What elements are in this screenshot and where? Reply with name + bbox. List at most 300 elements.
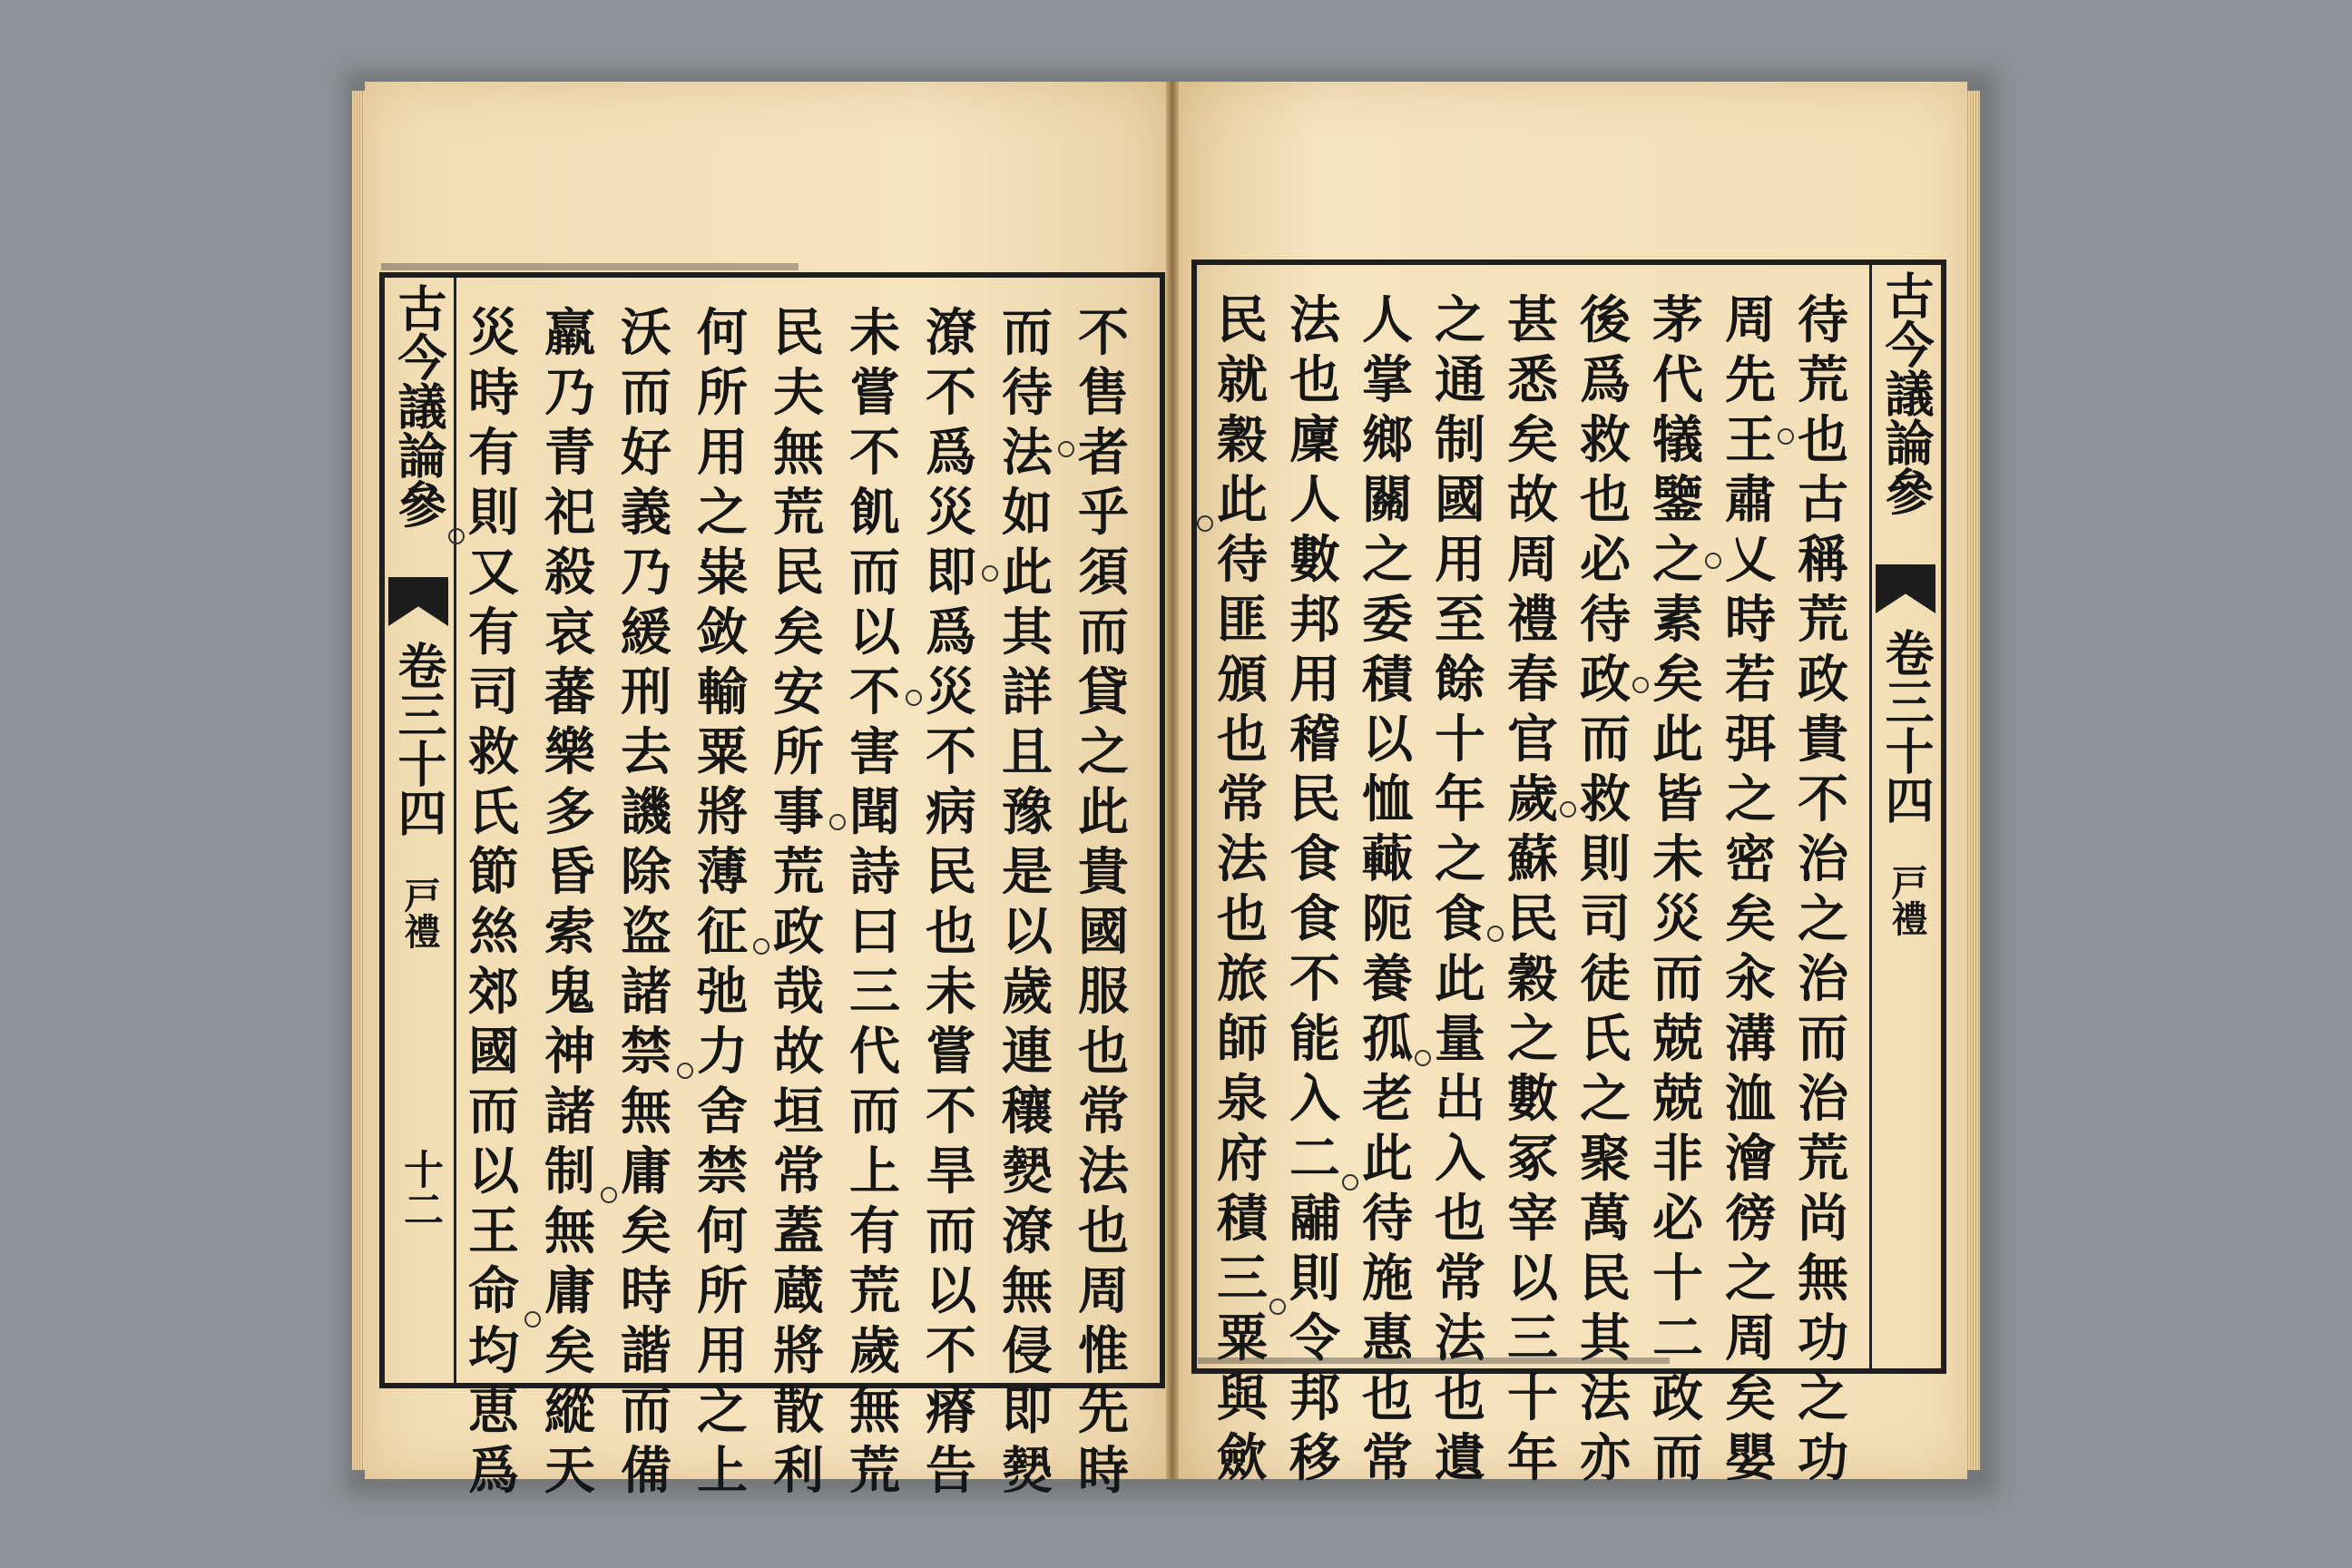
glyph: 矣 — [621, 1201, 671, 1261]
folio-left — [390, 1149, 448, 1229]
glyph: 以 — [1362, 710, 1413, 769]
glyph: 乂 — [1725, 530, 1776, 590]
glyph: 以 — [468, 1142, 519, 1201]
glyph: 年 — [1435, 769, 1485, 829]
glyph: 者 — [1078, 423, 1129, 483]
glyph: 救 — [1580, 769, 1631, 829]
glyph: 無 — [773, 423, 824, 483]
glyph: 爲 — [926, 423, 976, 483]
glyph: 而 — [926, 1201, 976, 1261]
glyph: 常 — [1362, 1428, 1413, 1488]
glyph: 待 — [1002, 363, 1053, 423]
glyph: 乎 — [1078, 483, 1129, 543]
punctuation-circle — [601, 1187, 617, 1203]
glyph: 稽 — [1289, 710, 1340, 769]
glyph: 諸 — [621, 962, 671, 1022]
glyph: 則 — [468, 483, 519, 543]
glyph: 甚 — [1507, 290, 1558, 350]
glyph: 民 — [1289, 769, 1340, 829]
glyph: 縱 — [544, 1381, 595, 1441]
glyph: 即 — [926, 543, 976, 603]
glyph: 而 — [849, 543, 900, 603]
glyph: 歲 — [1507, 769, 1558, 829]
text-column — [1071, 303, 1136, 1501]
glyph: 也 — [1078, 1201, 1129, 1261]
glyph: 所 — [773, 722, 824, 782]
glyph: 矣 — [1507, 410, 1558, 470]
glyph: 移 — [1289, 1428, 1340, 1488]
glyph: 也 — [1362, 1368, 1413, 1428]
glyph: 未 — [926, 962, 976, 1022]
glyph: 王 — [1725, 410, 1776, 470]
text-column — [766, 303, 831, 1501]
punctuation-circle — [677, 1063, 693, 1079]
glyph: 諸 — [544, 1082, 595, 1142]
glyph: 哀 — [544, 603, 595, 662]
glyph: 稱 — [1798, 530, 1848, 590]
glyph: 何 — [697, 1201, 748, 1261]
glyph: 也 — [1435, 1189, 1485, 1249]
glyph: 鬴 — [1289, 1189, 1340, 1249]
glyph: 青 — [544, 423, 595, 483]
glyph: 代 — [1652, 350, 1703, 410]
glyph: 政 — [1652, 1368, 1703, 1428]
glyph: 無 — [621, 1082, 671, 1142]
glyph: 也 — [1289, 350, 1340, 410]
glyph: 告 — [926, 1441, 976, 1501]
glyph: 積 — [1217, 1189, 1268, 1249]
glyph: 氏 — [468, 782, 519, 842]
glyph: 矣 — [773, 603, 824, 662]
text-column — [842, 303, 907, 1501]
glyph: 邦 — [1289, 1368, 1340, 1428]
glyph: 不 — [926, 722, 976, 782]
glyph: 時 — [1725, 590, 1776, 650]
glyph: 穀 — [1507, 949, 1558, 1009]
glyph: 征 — [697, 902, 748, 962]
glyph: 若 — [1725, 650, 1776, 710]
glyph: 蘇 — [1507, 829, 1558, 889]
glyph: 先 — [1725, 350, 1776, 410]
book-gutter — [1166, 82, 1179, 1479]
punctuation-circle — [1058, 441, 1074, 457]
glyph: 弛 — [697, 962, 748, 1022]
glyph: 宰 — [1507, 1189, 1558, 1249]
glyph: 而 — [1652, 1428, 1703, 1488]
glyph: 國 — [1435, 470, 1485, 530]
glyph: 節 — [468, 842, 519, 902]
glyph: 也 — [1435, 1368, 1485, 1428]
glyph: 之 — [697, 483, 748, 543]
glyph: 法 — [1217, 829, 1268, 889]
glyph: 用 — [1435, 530, 1485, 590]
glyph: 薄 — [697, 842, 748, 902]
text-column — [1355, 290, 1420, 1488]
glyph: 刑 — [621, 662, 671, 722]
glyph: 故 — [1507, 470, 1558, 530]
glyph: 邦 — [1289, 590, 1340, 650]
glyph: 待 — [1798, 290, 1848, 350]
glyph: 政 — [1798, 650, 1848, 710]
text-column — [1573, 290, 1638, 1488]
glyph: 垣 — [773, 1082, 824, 1142]
glyph: 十 — [1435, 710, 1485, 769]
glyph: 粟 — [1217, 1308, 1268, 1368]
glyph: 荒 — [773, 842, 824, 902]
glyph: 曰 — [849, 902, 900, 962]
text-column — [1427, 290, 1493, 1488]
running-title-left — [390, 283, 448, 528]
glyph: 鑒 — [1652, 470, 1703, 530]
glyph: 民 — [1507, 889, 1558, 949]
glyph: 侵 — [1002, 1321, 1053, 1381]
glyph: 鬼 — [544, 962, 595, 1022]
glyph: 養 — [1362, 949, 1413, 1009]
glyph: 頒 — [1217, 650, 1268, 710]
glyph: 茅 — [1652, 290, 1703, 350]
text-column — [995, 303, 1060, 1501]
glyph: 其 — [1002, 603, 1053, 662]
glyph: 又 — [468, 543, 519, 603]
glyph: 貴 — [1798, 710, 1848, 769]
glyph: 是 — [1002, 842, 1053, 902]
glyph: 旅 — [1217, 949, 1268, 1009]
text-column — [918, 303, 984, 1501]
glyph: 國 — [1078, 902, 1129, 962]
glyph: 時 — [468, 363, 519, 423]
glyph: 二 — [1652, 1308, 1703, 1368]
glyph: 時 — [1078, 1441, 1129, 1501]
glyph: 貸 — [1078, 662, 1129, 722]
glyph: 也 — [1580, 470, 1631, 530]
glyph: 歲 — [1002, 962, 1053, 1022]
glyph: 無 — [849, 1381, 900, 1441]
glyph: 之 — [1078, 722, 1129, 782]
glyph: 出 — [1435, 1069, 1485, 1129]
glyph: 之 — [1435, 829, 1485, 889]
glyph: 施 — [1362, 1249, 1413, 1308]
glyph: 盗 — [621, 902, 671, 962]
glyph: 樂 — [544, 722, 595, 782]
glyph: 周 — [1507, 530, 1558, 590]
glyph: 法 — [1580, 1368, 1631, 1428]
glyph: 民 — [773, 303, 824, 363]
glyph: 委 — [1362, 590, 1413, 650]
glyph: 災 — [468, 303, 519, 363]
glyph: 兢 — [1652, 1009, 1703, 1069]
glyph: 此 — [1002, 543, 1053, 603]
glyph: 上 — [849, 1142, 900, 1201]
glyph: 郊 — [468, 962, 519, 1022]
text-column — [613, 303, 679, 1501]
glyph: 與 — [1217, 1368, 1268, 1428]
glyph: 禁 — [621, 1022, 671, 1082]
text-column — [537, 303, 603, 1501]
glyph: 而 — [468, 1082, 519, 1142]
glyph: 關 — [1362, 470, 1413, 530]
glyph: 不 — [1798, 769, 1848, 829]
glyph: 而 — [1798, 1009, 1848, 1069]
glyph: 泉 — [1217, 1069, 1268, 1129]
glyph: 三 — [849, 962, 900, 1022]
chapter-left — [390, 641, 448, 837]
glyph: 十 — [1507, 1368, 1558, 1428]
glyph: 人 — [1289, 470, 1340, 530]
glyph: 國 — [468, 1022, 519, 1082]
text-column — [690, 303, 755, 1501]
glyph: 貴 — [1078, 842, 1129, 902]
glyph: 司 — [468, 662, 519, 722]
glyph: 犠 — [1652, 410, 1703, 470]
glyph: 不 — [926, 1321, 976, 1381]
glyph: 年 — [1507, 1428, 1558, 1488]
glyph: 乃 — [544, 363, 595, 423]
glyph: 用 — [697, 423, 748, 483]
glyph: 潦 — [926, 303, 976, 363]
glyph: 政 — [1580, 650, 1631, 710]
glyph: 弭 — [1725, 710, 1776, 769]
glyph: 代 — [849, 1022, 900, 1082]
glyph: 也 — [1798, 410, 1848, 470]
glyph: 飢 — [849, 483, 900, 543]
glyph: 舍 — [697, 1082, 748, 1142]
glyph: 乃 — [621, 543, 671, 603]
glyph: 粟 — [697, 722, 748, 782]
glyph: 殺 — [544, 543, 595, 603]
glyph: 𢇁 — [468, 902, 519, 962]
glyph: 三 — [1507, 1308, 1558, 1368]
glyph: 事 — [773, 782, 824, 842]
glyph: 氏 — [1580, 1009, 1631, 1069]
section-text: 戸禮 — [1886, 864, 1928, 936]
glyph: 不 — [849, 423, 900, 483]
glyph: 所 — [697, 1261, 748, 1321]
glyph: 之 — [1362, 530, 1413, 590]
glyph: 𤎮 — [1002, 1441, 1053, 1501]
glyph: 用 — [697, 1321, 748, 1381]
glyph: 時 — [621, 1261, 671, 1321]
text-column — [1500, 290, 1565, 1488]
glyph: 將 — [773, 1321, 824, 1381]
punctuation-circle — [524, 1311, 541, 1328]
glyph: 冢 — [1507, 1129, 1558, 1189]
glyph: 備 — [621, 1441, 671, 1501]
glyph: 好 — [621, 423, 671, 483]
section-right — [1877, 864, 1936, 936]
glyph: 輸 — [697, 662, 748, 722]
glyph: 而 — [849, 1082, 900, 1142]
glyph: 天 — [544, 1441, 595, 1501]
glyph: 之 — [1798, 889, 1848, 949]
glyph: 必 — [1652, 1189, 1703, 1249]
glyph: 必 — [1580, 530, 1631, 590]
glyph: 命 — [468, 1261, 519, 1321]
glyph: 神 — [544, 1022, 595, 1082]
glyph: 而 — [621, 1381, 671, 1441]
glyph: 亦 — [1580, 1428, 1631, 1488]
glyph: 阨 — [1362, 889, 1413, 949]
glyph: 王 — [468, 1201, 519, 1261]
glyph: 以 — [1507, 1249, 1558, 1308]
glyph: 爲 — [468, 1441, 519, 1501]
glyph: 食 — [1289, 889, 1340, 949]
glyph: 病 — [926, 782, 976, 842]
glyph: 遺 — [1435, 1428, 1485, 1488]
glyph: 哉 — [773, 962, 824, 1022]
glyph: 故 — [773, 1022, 824, 1082]
glyph: 禮 — [1507, 590, 1558, 650]
glyph: 無 — [1002, 1261, 1053, 1321]
glyph: 如 — [1002, 483, 1053, 543]
glyph: 民 — [773, 543, 824, 603]
glyph: 孤 — [1362, 1009, 1413, 1069]
glyph: 昏 — [544, 842, 595, 902]
glyph: 上 — [697, 1441, 748, 1501]
glyph: 荒 — [1798, 350, 1848, 410]
glyph: 之 — [1725, 769, 1776, 829]
glyph: 之 — [1507, 1009, 1558, 1069]
glyph: 蓋 — [773, 1201, 824, 1261]
glyph: 何 — [697, 303, 748, 363]
glyph: 匪 — [1217, 590, 1268, 650]
glyph: 嬰 — [1725, 1428, 1776, 1488]
glyph: 功 — [1798, 1308, 1848, 1368]
glyph: 穀 — [1217, 410, 1268, 470]
glyph: 其 — [1580, 1308, 1631, 1368]
glyph: 司 — [1580, 889, 1631, 949]
glyph: 諧 — [621, 1321, 671, 1381]
glyph: 無 — [544, 1201, 595, 1261]
glyph: 旱 — [926, 1142, 976, 1201]
left-block-heart — [382, 278, 456, 1383]
glyph: 須 — [1078, 543, 1129, 603]
glyph: 之 — [697, 1381, 748, 1441]
ink-smudge — [381, 263, 799, 270]
glyph: 掌 — [1362, 350, 1413, 410]
glyph: 量 — [1435, 1009, 1485, 1069]
glyph: 不 — [1289, 949, 1340, 1009]
glyph: 聞 — [849, 782, 900, 842]
glyph: 義 — [621, 483, 671, 543]
glyph: 數 — [1289, 530, 1340, 590]
glyph: 兢 — [1652, 1069, 1703, 1129]
glyph: 利 — [773, 1441, 824, 1501]
text-column — [1210, 290, 1275, 1488]
text-column — [1282, 290, 1348, 1488]
glyph: 法 — [1078, 1142, 1129, 1201]
glyph: 廩 — [1289, 410, 1340, 470]
glyph: 矣 — [1725, 889, 1776, 949]
glyph: 禁 — [697, 1142, 748, 1201]
glyph: 治 — [1798, 829, 1848, 889]
glyph: 二 — [1289, 1129, 1340, 1189]
glyph: 祀 — [544, 483, 595, 543]
glyph: 古 — [1798, 470, 1848, 530]
glyph: 之 — [1435, 290, 1485, 350]
glyph: 嘗 — [926, 1022, 976, 1082]
glyph: 聚 — [1580, 1129, 1631, 1189]
glyph: 荒 — [1798, 590, 1848, 650]
glyph: 用 — [1289, 650, 1340, 710]
right-block-heart — [1869, 265, 1944, 1368]
glyph: 而 — [1580, 710, 1631, 769]
glyph: 不 — [1078, 303, 1129, 363]
glyph: 春 — [1507, 650, 1558, 710]
glyph: 矣 — [544, 1321, 595, 1381]
glyph: 周 — [1725, 1308, 1776, 1368]
glyph: 洫 — [1725, 1069, 1776, 1129]
glyph: 常 — [1217, 769, 1268, 829]
glyph: 徒 — [1580, 949, 1631, 1009]
glyph: 有 — [468, 423, 519, 483]
glyph: 法 — [1002, 423, 1053, 483]
glyph: 庸 — [544, 1261, 595, 1321]
glyph: 未 — [1652, 829, 1703, 889]
ink-smudge — [1198, 1357, 1670, 1364]
glyph: 十 — [1652, 1249, 1703, 1308]
left-text-frame — [379, 272, 1165, 1501]
glyph: 均 — [468, 1321, 519, 1381]
glyph: 𤎮 — [1002, 1142, 1053, 1201]
glyph: 服 — [1078, 962, 1129, 1022]
glyph: 此 — [1217, 470, 1268, 530]
glyph: 散 — [773, 1381, 824, 1441]
glyph: 素 — [1652, 590, 1703, 650]
glyph: 尚 — [1798, 1189, 1848, 1249]
glyph: 就 — [1217, 350, 1268, 410]
glyph: 鄉 — [1362, 410, 1413, 470]
glyph: 入 — [1289, 1069, 1340, 1129]
glyph: 之 — [1652, 530, 1703, 590]
glyph: 且 — [1002, 722, 1053, 782]
glyph: 將 — [697, 782, 748, 842]
chapter-text: 卷三十四 — [1877, 628, 1936, 824]
glyph: 也 — [1217, 710, 1268, 769]
glyph: 此 — [1435, 949, 1485, 1009]
glyph: 𧁍 — [1362, 829, 1413, 889]
glyph: 災 — [926, 483, 976, 543]
glyph: 民 — [1217, 290, 1268, 350]
glyph: 歲 — [849, 1321, 900, 1381]
chapter-text: 卷三十四 — [390, 641, 448, 837]
glyph: 密 — [1725, 829, 1776, 889]
glyph: 害 — [849, 722, 900, 782]
glyph: 詳 — [1002, 662, 1053, 722]
glyph: 周 — [1078, 1261, 1129, 1321]
glyph: 通 — [1435, 350, 1485, 410]
glyph: 政 — [773, 902, 824, 962]
glyph: 入 — [1435, 1129, 1485, 1189]
glyph: 民 — [1580, 1249, 1631, 1308]
glyph: 所 — [697, 363, 748, 423]
glyph: 制 — [544, 1142, 595, 1201]
chapter-right — [1877, 628, 1936, 824]
glyph: 夫 — [773, 363, 824, 423]
glyph: 穰 — [1002, 1082, 1053, 1142]
glyph: 法 — [1289, 290, 1340, 350]
glyph: 皆 — [1652, 769, 1703, 829]
glyph: 而 — [1078, 603, 1129, 662]
right-text-frame — [1191, 260, 1946, 1488]
glyph: 民 — [926, 842, 976, 902]
glyph: 數 — [1507, 1069, 1558, 1129]
running-title-text: 古今議論參 — [390, 283, 448, 528]
text-column — [461, 303, 526, 1501]
glyph: 救 — [1580, 410, 1631, 470]
glyph: 功 — [1798, 1428, 1848, 1488]
glyph: 治 — [1798, 1069, 1848, 1129]
glyph: 先 — [1078, 1381, 1129, 1441]
